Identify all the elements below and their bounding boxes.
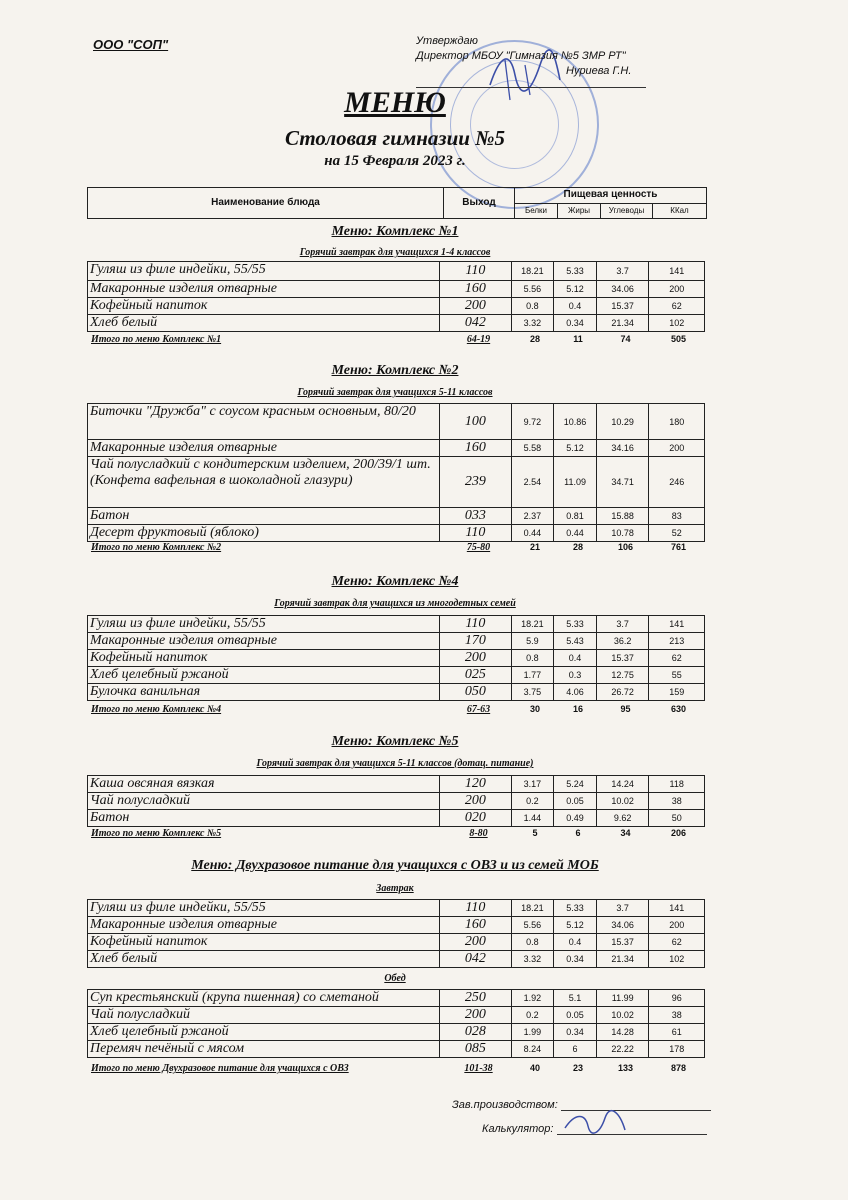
- table-row: [87, 508, 705, 525]
- production-label: Зав.производством:: [452, 1099, 558, 1111]
- dish-output: 020: [440, 810, 511, 826]
- dish-protein: 1.77: [512, 667, 555, 683]
- dish-protein: 0.44: [512, 525, 555, 541]
- table-row: [87, 404, 705, 440]
- dish-carbs: 12.75: [597, 667, 650, 683]
- dish-carbs: 26.72: [597, 684, 650, 700]
- table-row: [87, 684, 705, 701]
- dish-fat: 0.4: [554, 934, 597, 950]
- dish-name: Кофейный напиток: [88, 650, 440, 666]
- dish-name: Макаронные изделия отварные: [88, 917, 440, 933]
- dish-kcal: 141: [669, 619, 685, 629]
- dish-protein: 0.2: [512, 1007, 555, 1023]
- table-row: [87, 650, 705, 667]
- dish-output: 050: [440, 684, 511, 700]
- dish-carbs: 3.7: [597, 616, 650, 632]
- approve-line-3: Нуриева Г.Н.: [566, 65, 632, 77]
- dish-carbs: 10.29: [597, 404, 650, 439]
- dish-name: Хлеб целебный ржаной: [88, 1024, 440, 1040]
- dish-fat: 6: [554, 1041, 597, 1057]
- total-j: 6: [575, 828, 581, 838]
- dish-protein: 5.56: [512, 917, 555, 933]
- total-k: 878: [670, 1063, 687, 1073]
- total-k: 761: [670, 542, 687, 552]
- dish-carbs: 9.62: [597, 810, 650, 826]
- organization-name: ООО "СОП": [93, 37, 169, 52]
- menu-table: [87, 615, 705, 701]
- table-row: [87, 298, 705, 315]
- header-dish: Наименование блюда: [88, 188, 444, 218]
- dish-output: 200: [440, 934, 511, 950]
- dish-kcal: 102: [669, 954, 685, 964]
- total-label: Итого по меню Двухразовое питание для учащихся с ОВЗ: [91, 1063, 349, 1074]
- dish-protein: 9.72: [512, 404, 555, 439]
- total-b: 5: [532, 828, 538, 838]
- dish-kcal: 178: [669, 1044, 685, 1054]
- dish-fat: 0.4: [554, 650, 597, 666]
- total-output: 67-63: [466, 704, 491, 715]
- dish-protein: 0.8: [512, 934, 555, 950]
- total-k: 630: [670, 704, 687, 714]
- total-j: 28: [572, 542, 583, 552]
- dish-carbs: 22.22: [597, 1041, 650, 1057]
- dish-protein: 18.21: [512, 616, 555, 632]
- dish-name: Биточки "Дружба" с соусом красным основным, 80/20: [88, 404, 440, 439]
- menu-section-subtitle-2: Обед: [384, 973, 406, 984]
- dish-output: 160: [440, 440, 511, 456]
- total-u: 34: [620, 828, 631, 838]
- dish-carbs: 14.28: [597, 1024, 650, 1040]
- dish-protein: 3.32: [512, 315, 555, 331]
- dish-protein: 18.21: [512, 262, 555, 280]
- dish-name: Макаронные изделия отварные: [88, 281, 440, 297]
- total-u: 133: [617, 1063, 634, 1073]
- table-row: [87, 315, 705, 332]
- table-row: [87, 633, 705, 650]
- dish-output: 200: [440, 793, 511, 809]
- dish-kcal: 55: [671, 670, 682, 680]
- dish-fat: 10.86: [554, 404, 597, 439]
- dish-fat: 5.12: [554, 440, 597, 456]
- approval-block: [416, 34, 676, 79]
- table-row: [87, 667, 705, 684]
- dish-kcal: 118: [669, 779, 684, 789]
- dish-kcal: 200: [669, 443, 685, 453]
- dish-name: Хлеб целебный ржаной: [88, 667, 440, 683]
- menu-section-title: Меню: Комплекс №2: [331, 363, 459, 378]
- menu-section-subtitle: Горячий завтрак для учащихся 5-11 классов: [297, 387, 493, 398]
- dish-protein: 1.44: [512, 810, 555, 826]
- dish-kcal: 213: [669, 636, 685, 646]
- dish-kcal: 62: [671, 937, 682, 947]
- dish-kcal: 38: [671, 1010, 682, 1020]
- dish-protein: 1.92: [512, 990, 555, 1006]
- dish-protein: 0.8: [512, 298, 555, 314]
- dish-output: 085: [440, 1041, 511, 1057]
- dish-output: 100: [440, 404, 511, 439]
- dish-fat: 0.34: [554, 951, 597, 967]
- menu-section-subtitle: Горячий завтрак для учащихся 1-4 классов: [299, 247, 491, 258]
- calculator-signature: [560, 1108, 630, 1138]
- dish-output: 200: [440, 1007, 511, 1023]
- dish-fat: 0.49: [554, 810, 597, 826]
- menu-section-subtitle: Горячий завтрак для учащихся из многодетных семей: [274, 598, 516, 609]
- total-b: 21: [529, 542, 540, 552]
- header-nutrition: Пищевая ценность: [515, 188, 706, 204]
- dish-carbs: 11.99: [597, 990, 650, 1006]
- table-row: [87, 776, 705, 793]
- dish-fat: 0.4: [554, 298, 597, 314]
- menu-table: [87, 899, 705, 968]
- dish-kcal: 62: [671, 301, 682, 311]
- dish-protein: 18.21: [512, 900, 555, 916]
- table-row: [87, 1041, 705, 1058]
- table-row: [87, 440, 705, 457]
- dish-carbs: 36.2: [597, 633, 650, 649]
- dish-kcal: 61: [671, 1027, 682, 1037]
- menu-section-title: Меню: Комплекс №4: [331, 574, 459, 589]
- dish-name: Каша овсяная вязкая: [88, 776, 440, 792]
- dish-name: Гуляш из филе индейки, 55/55: [88, 262, 440, 280]
- dish-fat: 5.43: [554, 633, 597, 649]
- dish-name: Перемяч печёный с мясом: [88, 1041, 440, 1057]
- dish-fat: 0.44: [554, 525, 597, 541]
- menu-section-title: Меню: Комплекс №1: [331, 224, 459, 239]
- dish-kcal: 159: [669, 687, 685, 697]
- dish-name: Десерт фруктовый (яблоко): [88, 525, 440, 541]
- dish-fat: 0.34: [554, 315, 597, 331]
- header-fat: Жиры: [558, 204, 601, 218]
- total-label: Итого по меню Комплекс №5: [91, 828, 222, 839]
- dish-output: 160: [440, 281, 511, 297]
- dish-fat: 5.12: [554, 281, 597, 297]
- table-row: [87, 990, 705, 1007]
- table-header: [87, 187, 707, 219]
- table-row: [87, 810, 705, 827]
- total-k: 206: [670, 828, 687, 838]
- total-k: 505: [670, 334, 687, 344]
- dish-carbs: 34.06: [597, 917, 650, 933]
- dish-fat: 0.34: [554, 1024, 597, 1040]
- dish-protein: 3.32: [512, 951, 555, 967]
- table-row: [87, 1007, 705, 1024]
- menu-section-title: Меню: Двухразовое питание для учащихся с ОВЗ и из семей МОБ: [191, 858, 599, 873]
- dish-output: 110: [440, 616, 511, 632]
- total-b: 30: [529, 704, 540, 714]
- dish-name: Гуляш из филе индейки, 55/55: [88, 900, 440, 916]
- dish-carbs: 3.7: [597, 900, 650, 916]
- dish-output: 120: [440, 776, 511, 792]
- total-u: 106: [617, 542, 634, 552]
- dish-output: 160: [440, 917, 511, 933]
- dish-protein: 2.37: [512, 508, 555, 524]
- dish-name: Чай полусладкий с кондитерским изделием, 200/39/1 шт. (Конфета вафельная в шоколадной глазури): [88, 457, 440, 507]
- dish-name: Хлеб белый: [88, 315, 440, 331]
- total-label: Итого по меню Комплекс №1: [91, 334, 222, 345]
- dish-protein: 0.2: [512, 793, 555, 809]
- dish-fat: 5.1: [554, 990, 597, 1006]
- total-output: 75-80: [466, 542, 491, 553]
- header-output: Выход: [444, 188, 515, 218]
- dish-fat: 5.33: [554, 900, 597, 916]
- table-row: [87, 457, 705, 508]
- dish-output: 033: [440, 508, 511, 524]
- dish-name: Батон: [88, 508, 440, 524]
- page-date: на 15 Февраля 2023 г.: [324, 153, 466, 169]
- dish-output: 200: [440, 298, 511, 314]
- dish-carbs: 10.02: [597, 793, 650, 809]
- dish-name: Хлеб белый: [88, 951, 440, 967]
- approve-line-1: Утверждаю: [416, 35, 478, 47]
- dish-carbs: 15.37: [597, 934, 650, 950]
- dish-protein: 3.17: [512, 776, 555, 792]
- dish-output: 250: [440, 990, 511, 1006]
- dish-name: Чай полусладкий: [88, 1007, 440, 1023]
- total-j: 16: [572, 704, 583, 714]
- dish-name: Батон: [88, 810, 440, 826]
- dish-name: Кофейный напиток: [88, 298, 440, 314]
- dish-kcal: 96: [671, 993, 682, 1003]
- dish-protein: 5.56: [512, 281, 555, 297]
- total-output: 64-19: [466, 334, 491, 345]
- table-row: [87, 917, 705, 934]
- total-output: 101-38: [464, 1063, 493, 1074]
- dish-carbs: 15.37: [597, 298, 650, 314]
- dish-fat: 4.06: [554, 684, 597, 700]
- menu-section-title: Меню: Комплекс №5: [331, 734, 459, 749]
- table-row: [87, 900, 705, 917]
- dish-output: 028: [440, 1024, 511, 1040]
- dish-protein: 8.24: [512, 1041, 555, 1057]
- dish-output: 110: [440, 262, 511, 280]
- total-output: 8-80: [469, 828, 488, 839]
- dish-carbs: 10.78: [597, 525, 650, 541]
- table-row: [87, 616, 705, 633]
- dish-fat: 0.05: [554, 1007, 597, 1023]
- dish-carbs: 34.06: [597, 281, 650, 297]
- dish-name: Чай полусладкий: [88, 793, 440, 809]
- dish-kcal: 102: [669, 318, 685, 328]
- table-row: [87, 525, 705, 542]
- dish-carbs: 34.71: [597, 457, 650, 507]
- menu-table: [87, 775, 705, 827]
- header-kcal: ККал: [670, 206, 689, 215]
- dish-protein: 3.75: [512, 684, 555, 700]
- dish-name: Гуляш из филе индейки, 55/55: [88, 616, 440, 632]
- total-j: 11: [573, 334, 583, 344]
- dish-carbs: 10.02: [597, 1007, 650, 1023]
- dish-name: Макаронные изделия отварные: [88, 440, 440, 456]
- total-j: 23: [572, 1063, 583, 1073]
- menu-section-subtitle: Завтрак: [376, 883, 414, 894]
- dish-kcal: 200: [669, 920, 685, 930]
- dish-kcal: 141: [669, 266, 685, 276]
- menu-table: [87, 989, 705, 1058]
- table-row: [87, 934, 705, 951]
- dish-output: 042: [440, 315, 511, 331]
- table-row: [87, 262, 705, 281]
- header-protein: Белки: [515, 204, 558, 218]
- dish-output: 200: [440, 650, 511, 666]
- dish-name: Суп крестьянский (крупа пшенная) со сметаной: [88, 990, 440, 1006]
- menu-section-subtitle: Горячий завтрак для учащихся 5-11 классов (дотац. питание): [256, 758, 534, 769]
- table-row: [87, 951, 705, 968]
- dish-protein: 5.9: [512, 633, 555, 649]
- dish-kcal: 246: [669, 477, 685, 487]
- total-u: 74: [620, 334, 631, 344]
- dish-carbs: 34.16: [597, 440, 650, 456]
- total-label: Итого по меню Комплекс №4: [91, 704, 222, 715]
- dish-name: Макаронные изделия отварные: [88, 633, 440, 649]
- dish-output: 170: [440, 633, 511, 649]
- dish-kcal: 52: [671, 528, 682, 538]
- dish-output: 239: [440, 457, 511, 507]
- dish-protein: 5.58: [512, 440, 555, 456]
- dish-fat: 5.24: [554, 776, 597, 792]
- total-b: 28: [529, 334, 540, 344]
- page-subtitle: Столовая гимназии №5: [285, 126, 505, 150]
- dish-kcal: 50: [671, 813, 682, 823]
- dish-carbs: 21.34: [597, 951, 650, 967]
- menu-table: [87, 403, 705, 542]
- dish-name: Булочка ванильная: [88, 684, 440, 700]
- dish-kcal: 200: [669, 284, 685, 294]
- dish-carbs: 21.34: [597, 315, 650, 331]
- dish-fat: 11.09: [554, 457, 597, 507]
- table-row: [87, 1024, 705, 1041]
- dish-protein: 1.99: [512, 1024, 555, 1040]
- dish-fat: 5.33: [554, 616, 597, 632]
- total-b: 40: [529, 1063, 540, 1073]
- dish-output: 025: [440, 667, 511, 683]
- approve-line-2: Директор МБОУ "Гимназия №5 ЗМР РТ": [416, 50, 626, 62]
- dish-output: 042: [440, 951, 511, 967]
- dish-fat: 5.33: [554, 262, 597, 280]
- dish-fat: 5.12: [554, 917, 597, 933]
- dish-carbs: 3.7: [597, 262, 650, 280]
- total-u: 95: [620, 704, 631, 714]
- calculator-label: Калькулятор:: [482, 1123, 554, 1135]
- dish-protein: 2.54: [512, 457, 555, 507]
- page-title: МЕНЮ: [344, 86, 446, 119]
- table-row: [87, 281, 705, 298]
- dish-fat: 0.81: [554, 508, 597, 524]
- dish-output: 110: [440, 900, 511, 916]
- dish-name: Кофейный напиток: [88, 934, 440, 950]
- dish-carbs: 15.88: [597, 508, 650, 524]
- dish-kcal: 38: [671, 796, 682, 806]
- total-label: Итого по меню Комплекс №2: [91, 542, 222, 553]
- dish-carbs: 15.37: [597, 650, 650, 666]
- table-row: [87, 793, 705, 810]
- header-carbs: Углеводы: [601, 204, 653, 218]
- dish-kcal: 83: [671, 511, 682, 521]
- menu-table: [87, 261, 705, 332]
- dish-fat: 0.05: [554, 793, 597, 809]
- dish-fat: 0.3: [554, 667, 597, 683]
- dish-kcal: 180: [669, 416, 685, 427]
- dish-kcal: 62: [671, 653, 682, 663]
- dish-protein: 0.8: [512, 650, 555, 666]
- dish-output: 110: [440, 525, 511, 541]
- dish-kcal: 141: [669, 903, 685, 913]
- dish-carbs: 14.24: [597, 776, 650, 792]
